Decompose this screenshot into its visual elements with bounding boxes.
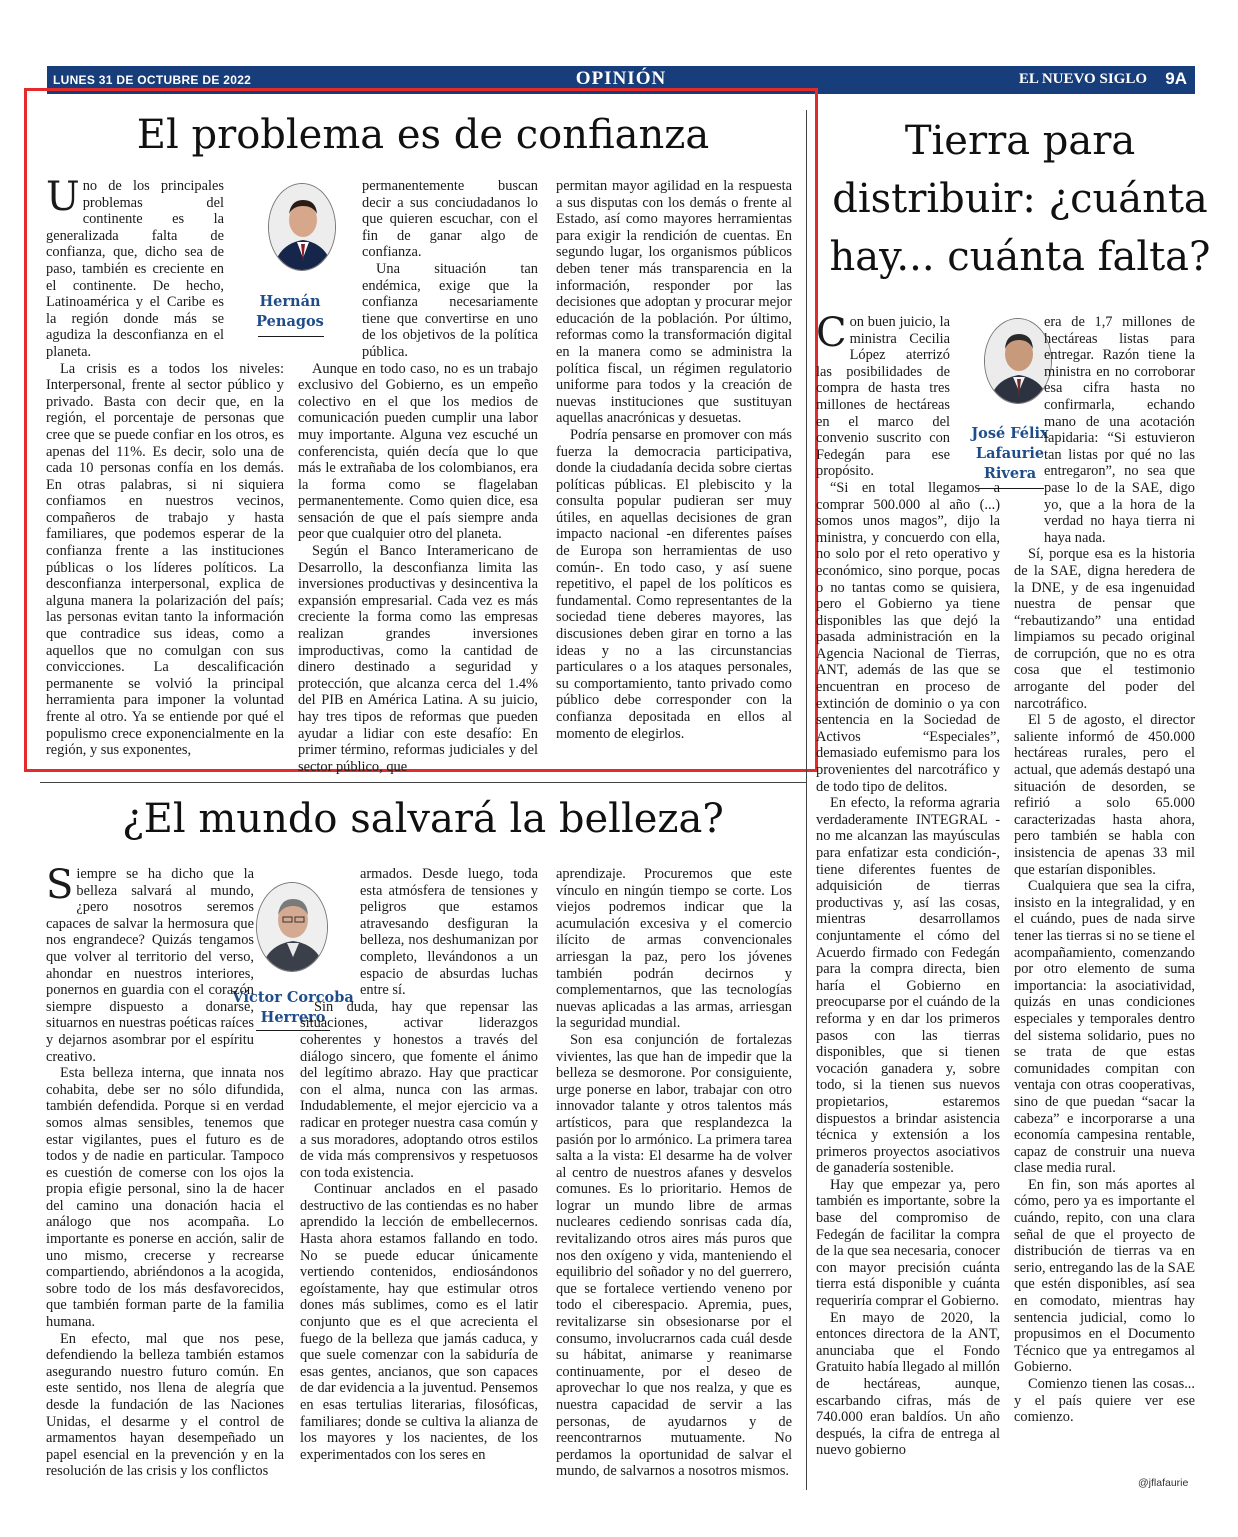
paragraph: Sí, porque esa es la historia de la SAE, digna heredera de la DNE, y de esa ingenuidad nuestra de pensar que “rebautizando” una entidad limpiamos su pecado original de corrupción, que no es otra cosa que el testimonio arrogante del poder del narcotráfico.	[1014, 546, 1195, 712]
paragraph: La crisis es a todos los niveles: Interpersonal, frente al sector público y privado. Basta con decir que, en la región, el porcentaje de personas que cree que se puede confiar en los otros, es apenas del 11%. Es decir, solo una de cada 10 personas confía en los demás. En otras palabras, si ni siquiera confiamos en nuestros vecinos, compañeros de trabajo y hasta familiares, que podemos esperar de la confianza frente a las instituciones públicas o los líderes políticos. La desconfianza interpersonal, explica de alguna manera la polarización del país; las personas evitan tanto la información que contradice sus ideas, como a aquellos que no comulgan con sus convicciones. La descalificación permanente se volvió la principal herramienta para imponer la voluntad frente al otro. Ya se entiende por qué el populismo crece exponencialmente en la región, y sus exponentes,	[46, 360, 284, 759]
paragraph	[46, 862, 254, 1065]
article2-title: Tierra para distribuir: ¿cuánta hay... cuánta falta?	[829, 118, 1211, 280]
article2-column-1	[816, 310, 1000, 1459]
drop-cap: C	[816, 310, 847, 356]
section-title: OPINIÓN	[575, 68, 667, 89]
paragraph: En mayo de 2020, la entonces directora de la ANT, anunciaba que el Fondo Gratuito había llegado al millón de hectáreas, aunque, escarbando cifras, más de 740.000 eran baldíos. Un año después, la cifra de entrega al nuevo gobierno	[816, 1309, 1000, 1459]
paragraph: “Si en total llegamos a comprar 500.000 al año (...) somos unos magos”, dijo la ministra, y concuerdo con ella, no solo por el reto operativo y económico, sino porque, pocas o no tantas como se quisiera, pero el Gobierno ya tiene disponibles las que dejó la pasada administración en la Agencia Nacional de Tierras, ANT, además de las que se encuentran en proceso de extinción de dominio o ya con sentencia en la Sociedad de Activos “Especiales”, demasiado eufemismo para los provenientes del narcotráfico y de todo tipo de delitos.	[816, 479, 1000, 795]
page-number: 9A	[1165, 69, 1187, 88]
paragraph: Hay que empezar ya, pero también es importante, sobre la base del compromiso de Fedegán de facilitar la compra de la que sea necesaria, conocer con mayor precisión cuánta tierra está disponible y cuánta requeriría comprar el Gobierno.	[816, 1176, 1000, 1310]
article1-column-1	[46, 174, 284, 759]
paragraph: Aunque en todo caso, no es un trabajo exclusivo del Gobierno, es un empeño colectivo en el que los medios de comunicación pueden cumplir una labor muy importante. Alguna vez escuché un conferencista, quién decía que lo que más le extrañaba de los colombianos, era la forma como se flagelaban permanentemente. Como quien dice, esa sensación de que el país siempre anda peor que cualquier otro del planeta.	[298, 360, 538, 543]
author-name-line: Hernán	[259, 293, 321, 310]
article1-title: El problema es de confianza	[136, 112, 710, 158]
author-name-line: Víctor Corcoba	[232, 989, 354, 1006]
paragraph: En fin, son más aportes al cómo, pero ya es importante el cuándo, repito, con una clara señal de que el proyecto de distribución de tierras va en serio, entregando las de la SAE que estén disponibles, así sea en comodato, mientras hay sentencia judicial, como lo propusimos en el Documento Técnico que ya entregamos al Gobierno.	[1014, 1176, 1195, 1376]
article3-column-3	[556, 866, 792, 1480]
paragraph: En efecto, mal que nos pese, defendiendo la belleza también estamos asegurando nuestro futuro común. En este sentido, nos llena de alegría que desde la fundación de las Naciones Unidas, el desarme y el control de armamentos hayan desempeñado un papel esencial en la prevención y en la resolución de las crisis y los conflictos	[46, 1330, 284, 1480]
paragraph: armados. Desde luego, toda esta atmósfera de tensiones y peligros que estamos atravesando desfiguran la belleza, nos deshumanizan por completo, llevándonos a un espacio de absurdas luchas entre sí.	[360, 866, 538, 999]
paragraph: permitan mayor agilidad en la respuesta a sus disputas con los demás o frente al Estado, así como mayores herramientas para exigir la rendición de cuentas. En segundo lugar, los organismos públicos deben tener más transparencia en la información, responder por las decisiones que adoptan y procurar mejor educación de la población. Por último, reformas como la transformación digital en la manera como se administra la política fiscal, un régimen regulatorio uniforme para todos y la creación de nuevas instituciones que sustituyan aquellas anacrónicas y desuetas.	[556, 178, 792, 427]
paragraph	[46, 174, 224, 361]
article1-column-2	[298, 178, 538, 775]
paragraph: Según el Banco Interamericano de Desarrollo, la desconfianza limita las inversiones productivas y desincentiva la expansión empresarial. Cada vez es más creciente la forma como las empresas realizan grandes inversiones improductivas, como la cantidad de dinero destinado a seguridad y protección, que alcanza cerca del 1.4% del PIB en América Latina. A su juicio, hay tres tipos de reformas que pueden ayudar a lidiar con este desafío: En primer término, reformas judiciales y del sector público, que	[298, 543, 538, 775]
paragraph-text: on buen juicio, la ministra Cecilia López aterrizó las posibilidades de compra de hasta tres millones de hectáreas en el marco del convenio suscrito con Fedegán para ese propósito.	[816, 314, 950, 480]
paragraph: Continuar anclados en el pasado destructivo de las contiendas es no haber aprendido la lección de embellecernos. Hasta ahora estamos fallando en todo. No se puede educar únicamente vertiendo contenidos, endiosándonos egoístamente, hay que estimular otros dones más sublimes, como es el latir conjunto que es el que acrecienta el fuego de la belleza que jamás caduca, y que suele comenzar con la sabiduría de esas gentes, ancianos, que son capaces de dar evidencia a la juventud. Pensemos en esas tertulias literarias, filosóficas, familiares; donde se cultiva la alianza de los mayores y los nacientes, de los experimentados con los seres en	[300, 1181, 538, 1463]
paragraph: Una situación tan endémica, exige que la confianza necesariamente tiene que convertirse en uno de los objetivos de la política pública.	[362, 260, 538, 360]
column-divider	[806, 110, 807, 1490]
author-name-line: Penagos	[256, 313, 324, 330]
issue-date: LUNES 31 DE OCTUBRE DE 2022	[53, 73, 252, 87]
article1-column-3	[556, 178, 792, 742]
article3-column-2	[300, 866, 538, 1463]
paragraph: En efecto, la reforma agraria verdaderamente INTEGRAL -no me alcanzan las mayúsculas para enfatizar esta condición-, tiene diferentes fuentes de adquisición de tierras productivas y, así las cosas, mientras desarrollamos conjuntamente el cómo del Acuerdo firmado con Fedegán para la compra directa, bien haría el Gobierno en preocuparse por el cuándo de la reforma y en dar los primeros pasos con las tierras disponibles, que si tienen vocación ganadera y, sobre todo, si la tienen sus nuevos propietarios, estaremos dispuestos a brindar asistencia técnica y extensión a los primeros proyectos asociativos de ganadería sostenible.	[816, 795, 1000, 1177]
article-divider	[40, 782, 806, 783]
newspaper-name: EL NUEVO SIGLO	[1018, 71, 1147, 87]
paragraph: Son esa conjunción de fortalezas vivientes, las que han de impedir que la belleza se desmorone. Por consiguiente, urge ponerse en labor, trabajar con otro innovador talante y otros talentos más artísticos, para que resplandezca la pasión por lo armónico. La primera tarea salta a la vista: El desarme ha de volver al centro de nuestros afanes y desvelos comunes. Es lo prioritario. Hemos de lograr un mundo libre de armas nucleares cediendo sonrisas cada día, revitalizando otros aires más puros que nos den oxígeno y vida, manteniendo el equilibrio del soñador y no del guerrero, que se fortalece vertiendo veneno por todo el ciberespacio. Apremia, pues, revitalizarse sin obsesionarse por el consumo, involucrarnos cada cuál desde su hábitat, animarse y reanimarse continuamente, por el deseo de aprovechar lo que nos realza, y que es nuestra capacidad de servir a las personas, de ayudarnos y de reencontrarnos mutuamente. No perdamos la oportunidad de salvar el mundo, de salvarnos a nosotros mismos.	[556, 1031, 792, 1480]
paragraph-text: no de los principales problemas del continente es la generalizada falta de confianza, que, dicho sea de paso, también es creciente en el continente. De hecho, Latinoamérica y el Caribe es la región donde más se agudiza la desconfianza en el planeta.	[46, 178, 224, 360]
paragraph: Sin duda, hay que repensar las situaciones, activar liderazgos coherentes y honestos a través del diálogo sincero, que fomente el ánimo del legítimo abrazo. Hay que practicar con el alma, nunca con las armas. Indudablemente, el mejor ejercicio va a radicar en proteger nuestra casa común y a sus moradores, adoptando otros estilos de vida más comprensivos y respetuosos con toda existencia.	[300, 998, 538, 1181]
author-name-line: Rivera	[983, 465, 1037, 482]
paragraph	[816, 310, 950, 480]
author-twitter-handle: @jflafaurie	[1138, 1477, 1189, 1489]
drop-cap: S	[46, 862, 74, 908]
article3-title: ¿El mundo salvará la belleza?	[122, 796, 724, 842]
drop-cap: U	[46, 174, 80, 220]
article2-column-2	[1014, 314, 1195, 1426]
paragraph: El 5 de agosto, el director saliente informó de 450.000 hectáreas rurales, pero el actual, que además destapó una situación de desorden, se refirió a solo 65.000 caracterizadas hasta ahora, pero también se habla con insistencia de apenas 33 mil que estarían disponibles.	[1014, 712, 1196, 878]
paragraph: era de 1,7 millones de hectáreas listas para entregar. Razón tiene la ministra en no corroborar esa cifra hasta no confirmarla, echando mano de una acotación lapidaria: “Si estuvieron tan listas por qué no las entregaron”, no sea que pase lo de la SAE, digo yo, que a la hora de la verdad no haya tierra ni haya nada.	[1044, 314, 1195, 546]
paragraph: Esta belleza interna, que innata nos cohabita, debe ser no sólo difundida, también defendida. Porque si en verdad somos almas sensibles, tenemos que estar vigilantes, pues el futuro es de todos y de nadie en particular. Tampoco es cuestión de comerse con los ojos la propia efigie personal, sino la de hacer del camino una donación hacia el análogo que nos acompaña. Lo importante es ponerse en acción, salir de uno mismo, crecerse y recrearse compartiendo, abriéndonos a la acogida, sobre todo de los más desfavorecidos, que también forman parte de la familia humana.	[46, 1065, 284, 1331]
paragraph: aprendizaje. Procuremos que este vínculo en ningún tiempo se corte. Los viejos podremos indicar que la acumulación excesiva y el comercio ilícito de armas convencionales arriesgan la paz, pero los jóvenes también podrán decirnos y complementarnos, que las tecnologías nuevas aplicadas a las armas, arriesgan la seguridad mundial.	[556, 866, 792, 1032]
author-name-line: José Félix	[971, 425, 1049, 442]
author-name-line: Herrero	[260, 1009, 326, 1026]
author-name-line: Lafaurie	[975, 445, 1045, 462]
paragraph: Podría pensarse en promover con más fuerza la democracia participativa, donde la ciudadanía decida sobre ciertas políticas públicas. El plebiscito y la consulta popular pudieran ser muy útiles, en aquellas decisiones de gran impacto nacional -en diferentes países de Europa son herramientas de uso común-. En todo caso, y así suene repetitivo, el papel de los políticos es fundamental. Como representantes de la sociedad tiene deberes mayores, las discusiones deben girar en torno a las ideas y no a las circunstancias particulares o a los ataques personales, su comportamiento, tanto privado como público debe corresponder con la confianza depositada en ellos al momento de elegirlos.	[556, 426, 792, 742]
paragraph: Comienzo tienen las cosas... y el país quiere ver ese comienzo.	[1014, 1376, 1195, 1426]
paragraph-text: iempre se ha dicho que la belleza salvará al mundo, ¿pero nosotros seremos capaces de salvar la hermosura que nos engrandece? Quizás tengamos que volver al territorio del verso, ahondar en nuestros interiores, ponernos en guardia con el corazón siempre dispuesto a donarse, situarnos en nuestras poéticas raíces y dejarnos asombrar por el espíritu creativo.	[46, 866, 254, 1065]
paragraph: permanentemente buscan decir a sus conciudadanos lo que quieren escuchar, con el fin de ganar algo de confianza.	[362, 178, 538, 261]
paragraph: Cualquiera que sea la cifra, insisto en la integralidad, y en el cuándo, pues de nada sirve tener las tierras si no se tiene el acompañamiento, comenzando por otro elemento de suma importancia: la asociatividad, quizás en unas condiciones especiales y temporales dentro del sistema solidario, pues no se trata de que estas comunidades compitan con ventaja con otras cooperativas, sino de que puedan “sacar la cabeza” e incorporarse a una economía campesina rentable, capaz de construir una nueva clase media rural.	[1014, 878, 1195, 1177]
article3-column-1	[46, 862, 284, 1480]
